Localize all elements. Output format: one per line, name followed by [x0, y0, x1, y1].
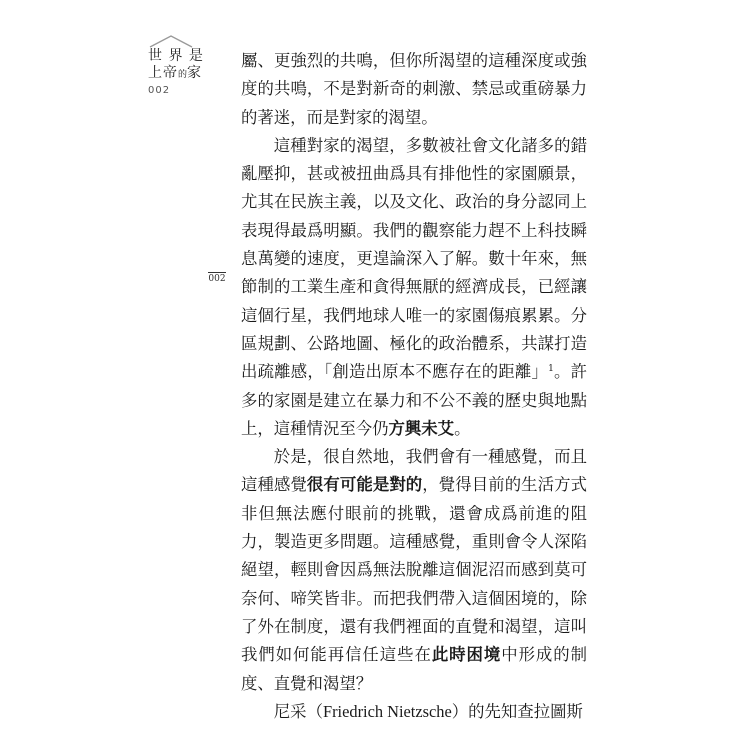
emphasis: 很有可能是對的 [306, 475, 423, 495]
latin-name: Friedrich Nietzsche [322, 701, 452, 721]
book-title-line-1: 世 界 是 [148, 48, 204, 64]
running-header [148, 34, 208, 96]
book-title-line-2: 上帝的家 [148, 65, 203, 81]
footnote-ref: 1 [548, 364, 554, 375]
emphasis: 此時困境 [431, 645, 502, 665]
paragraph-1: 屬、更強烈的共鳴，但你所渴望的這種深度或強度的共鳴，不是對新奇的刺激、禁忌或重磅暴力的著迷，而是對家的渴望。 [241, 51, 587, 127]
paragraph-4: 尼采（Friedrich Nietzsche）的先知查拉圖斯 [273, 701, 583, 721]
body-text [241, 47, 587, 726]
house-roof-icon [148, 34, 194, 48]
paragraph-2: 這種對家的渴望，多數被社會文化諸多的錯亂壓抑，甚或被扭曲爲具有排他性的家園願景，尤其在民族主義，以及文化、政治的身分認同上表現得最爲明顯。我們的觀察能力趕不上科技瞬息萬變的速度，更遑論深入了解。數十年來，無節制的工業生產和貪得無厭的經濟成長，已經讓這個行星，我們地球人唯一的家園傷痕累累。分區規劃、公路地圖、極化的政治體系，共謀打造出疏離感，「創造出原本不應存在的距離」$^1$。許多的家園是建立在暴力和不公不義的歷史與地點上，這種情況至今仍方興未艾。 [241, 135, 587, 438]
emphasis: 方興未艾 [388, 418, 455, 438]
header-page-number: 002 [148, 85, 171, 96]
paragraph-3: 於是，很自然地，我們會有一種感覺，而且這種感覺很有可能是對的，覺得目前的生活方式非但無法應付眼前的挑戰，還會成爲前進的阻力，製造更多問題。這種感覺，重則會令人深陷絕望，輕則會因爲無法脫離這個泥沼而感到莫可奈何、啼笑皆非。而把我們帶入這個困境的，除了外在制度，還有我們裡面的直覺和渴望，這叫我們如何能再信任這些在此時困境中形成的制度、直覺和渴望？ [241, 447, 588, 693]
margin-page-number: 002 [208, 274, 226, 284]
